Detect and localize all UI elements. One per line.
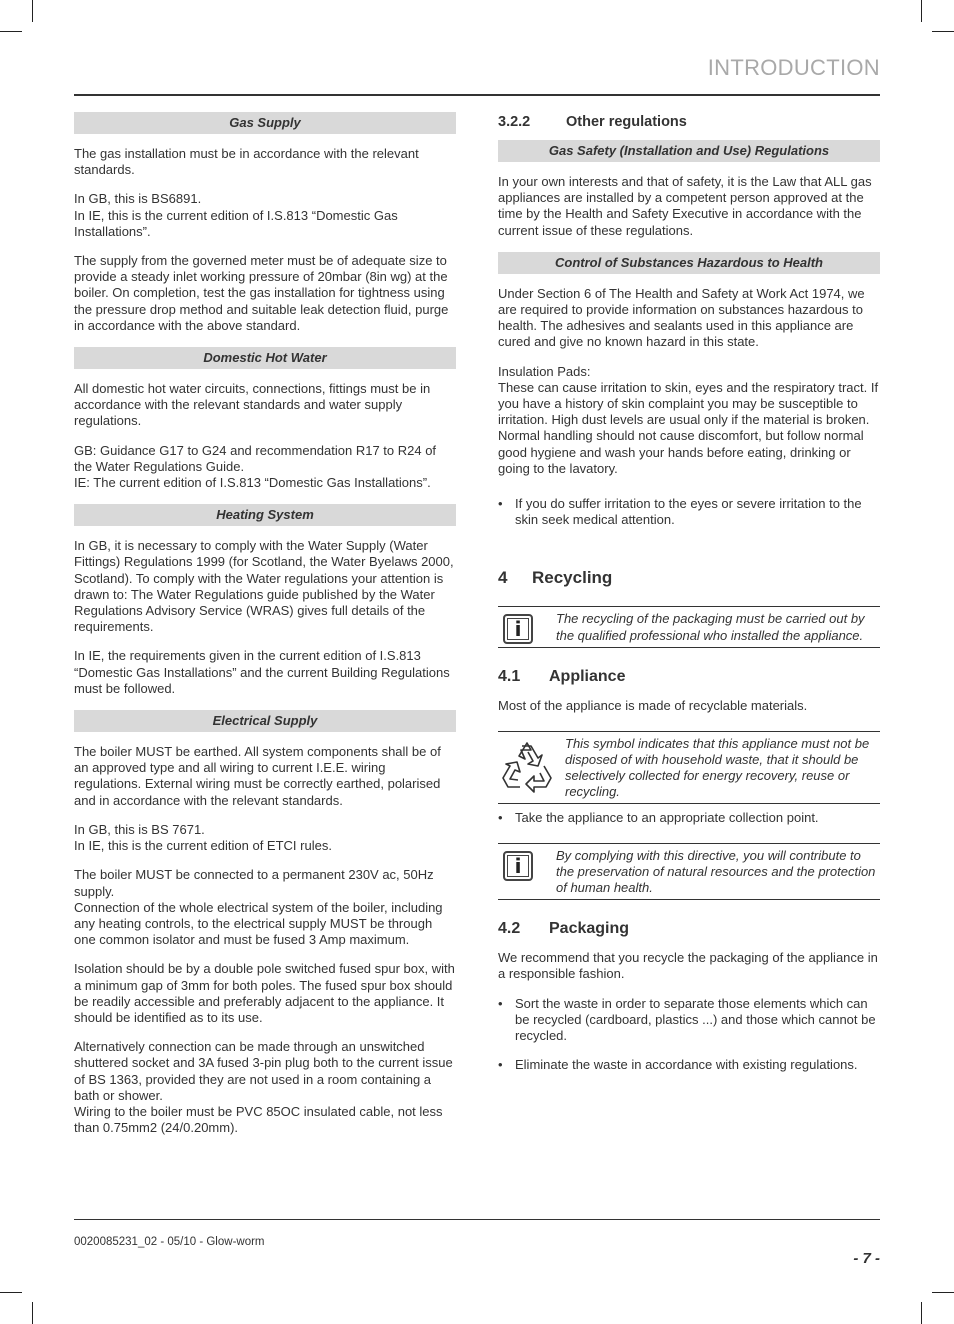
note-text: The recycling of the packaging must be carried out by the qualified professional who installed the appliance. — [556, 611, 865, 643]
paragraph: In your own interests and that of safety, it is the Law that ALL gas appliances are installed by a competent person approved at the time by the Health and Safety Executive in accordance with the current issue of these regulations. — [498, 174, 872, 238]
paragraph: The supply from the governed meter must be of adequate size to provide a steady inlet working pressure of 20mbar (8in wg) at the boiler. On completion, test the gas installation for tightness using the pressure drop method and suitable leak detection fluid, purge in accordance with the above standard. — [74, 253, 449, 333]
crop-mark — [32, 1302, 33, 1324]
info-note — [498, 606, 880, 648]
bullet-list — [498, 496, 880, 528]
paragraph: The gas installation must be in accordance with the relevant standards. — [74, 146, 419, 178]
info-note — [498, 843, 880, 901]
list-item: • Sort the waste in order to separate those elements which can be recycled (cardboard, plastics ...) and those which cannot be recycled. — [498, 996, 880, 1045]
footer-rule — [74, 1219, 880, 1220]
list-item: • If you do suffer irritation to the eyes or severe irritation to the skin seek medical attention. — [498, 496, 880, 528]
paragraph: The boiler MUST be earthed. All system components shall be of an approved type and all wiring to current I.E.E. wiring regulations. External wiring must be correctly earthed, polarised and in accordance with the relevant standards. — [74, 744, 441, 808]
bullet-list — [498, 810, 880, 826]
paragraph — [74, 191, 456, 240]
list-item: • Take the appliance to an appropriate collection point. — [498, 810, 880, 826]
section-number: 3.2.2 — [498, 114, 531, 130]
section-number: 4.2 — [498, 920, 521, 938]
note-text: By complying with this directive, you will contribute to the preservation of natural resources and the protection of human health. — [556, 847, 876, 896]
section-number: 4 — [498, 568, 508, 588]
section-band-gas-safety: Gas Safety (Installation and Use) Regulations — [498, 140, 880, 162]
text-line: Insulation Pads: — [498, 363, 591, 379]
crop-mark — [921, 0, 922, 22]
right-column — [498, 112, 880, 1087]
text-line: These can cause irritation to skin, eyes and the respiratory tract. If you have a history of skin complaint you may be susceptible to irritation. High dust levels are usual only if the material is broken. — [498, 379, 879, 428]
section-band-gas-supply: Gas Supply — [74, 112, 456, 134]
text-line: Wiring to the boiler must be PVC 85OC insulated cable, not less than 0.75mm2 (24/0.20mm). — [74, 1103, 443, 1136]
paragraph — [74, 867, 456, 948]
section-number: 4.1 — [498, 668, 521, 686]
section-title: Packaging — [549, 920, 630, 938]
left-column — [74, 112, 456, 1149]
text-line: In GB, this is BS6891. — [74, 191, 202, 207]
crop-mark — [932, 31, 954, 32]
crop-mark — [32, 0, 33, 22]
paragraph — [74, 822, 456, 854]
paragraph — [74, 443, 456, 492]
section-title: Recycling — [532, 568, 613, 588]
text-line: In IE, this is the current edition of I.S.813 “Domestic Gas Installations”. — [74, 207, 398, 239]
subsection-heading-other-regulations — [498, 114, 880, 130]
paragraph — [498, 364, 880, 477]
paragraph: All domestic hot water circuits, connections, fittings must be in accordance with the relevant standards and water supply regulations. — [74, 381, 431, 429]
paragraph: Most of the appliance is made of recyclable materials. — [498, 698, 808, 714]
paragraph: In GB, it is necessary to comply with the Water Supply (Water Fittings) Regulations 1999 (for Scotland, the Water Byelaws 2000, Scotland). To comply with the Water regulations your attention is drawn to: The Water Regulations guide published by the Water Regulations Advisory Service (WRAS) gives full details of the requirements. — [74, 538, 454, 635]
text-line: Normal handling should not cause discomfort, but follow normal good hygiene and wash your hands before eating, drinking or going to the lavatory. — [498, 428, 864, 476]
bullet-list — [498, 996, 880, 1074]
recycle-icon — [498, 736, 565, 799]
text-line: Connection of the whole electrical system of the boiler, including any heating controls, to the electrical supply MUST be through one common isolator and must be fused 3 Amp maximum. — [74, 899, 443, 948]
text-line: Alternatively connection can be made through an unswitched shuttered socket and 3A fused 3-pin plug both to the current issue of BS 1363, provided they are not used in a room containing a bath or shower. — [74, 1039, 453, 1103]
text-line: In GB, this is BS 7671. — [74, 821, 205, 837]
text-line: The boiler MUST be connected to a permanent 230V ac, 50Hz supply. — [74, 867, 434, 899]
info-icon: i — [498, 848, 556, 881]
text-line: IE: The current edition of I.S.813 “Domestic Gas Installations”. — [74, 475, 431, 491]
crop-mark — [0, 1292, 22, 1293]
crop-mark — [0, 31, 22, 32]
page-number: - 7 - — [853, 1250, 880, 1267]
crop-mark — [932, 1292, 954, 1293]
page-header-title: INTRODUCTION — [707, 55, 880, 80]
note-text: This symbol indicates that this appliance must not be disposed of with household waste, that it should be selectively collected for energy recovery, reuse or recycling. — [565, 735, 870, 800]
paragraph: Isolation should be by a double pole switched fused spur box, with a minimum gap of 3mm for both poles. The fused spur box should be readily accessible and preferably adjacent to the appliance. It should be identified as to its use. — [74, 961, 455, 1025]
section-band-coshh: Control of Substances Hazardous to Health — [498, 252, 880, 274]
text-line: GB: Guidance G17 to G24 and recommendation R17 to R24 of the Water Regulations Guide. — [74, 442, 437, 474]
paragraph — [74, 1039, 456, 1136]
paragraph: Under Section 6 of The Health and Safety at Work Act 1974, we are required to provide information on substances hazardous to health. The adhesives and sealants used in this appliance are cured and give no known hazard in this state. — [498, 285, 865, 350]
section-title: Appliance — [549, 668, 626, 686]
section-band-domestic-hot-water: Domestic Hot Water — [74, 347, 456, 369]
header-rule — [74, 94, 880, 96]
crop-mark — [921, 1302, 922, 1324]
list-item: • Eliminate the waste in accordance with existing regulations. — [498, 1057, 880, 1073]
subsection-heading-packaging — [498, 920, 880, 938]
section-band-electrical-supply: Electrical Supply — [74, 710, 456, 732]
section-band-heating-system: Heating System — [74, 504, 456, 526]
paragraph: In IE, the requirements given in the current edition of I.S.813 “Domestic Gas Installations” and the current Building Regulations must be followed. — [74, 648, 450, 696]
document-reference: 0020085231_02 - 05/10 - Glow-worm — [74, 1236, 265, 1248]
text-line: In IE, this is the current edition of ETCI rules. — [74, 838, 332, 854]
recycle-note — [498, 731, 880, 805]
info-icon: i — [498, 611, 556, 644]
subsection-heading-appliance — [498, 668, 880, 686]
section-heading-recycling — [498, 568, 880, 588]
section-title: Other regulations — [566, 114, 687, 130]
paragraph: We recommend that you recycle the packaging of the appliance in a responsible fashion. — [498, 950, 878, 982]
